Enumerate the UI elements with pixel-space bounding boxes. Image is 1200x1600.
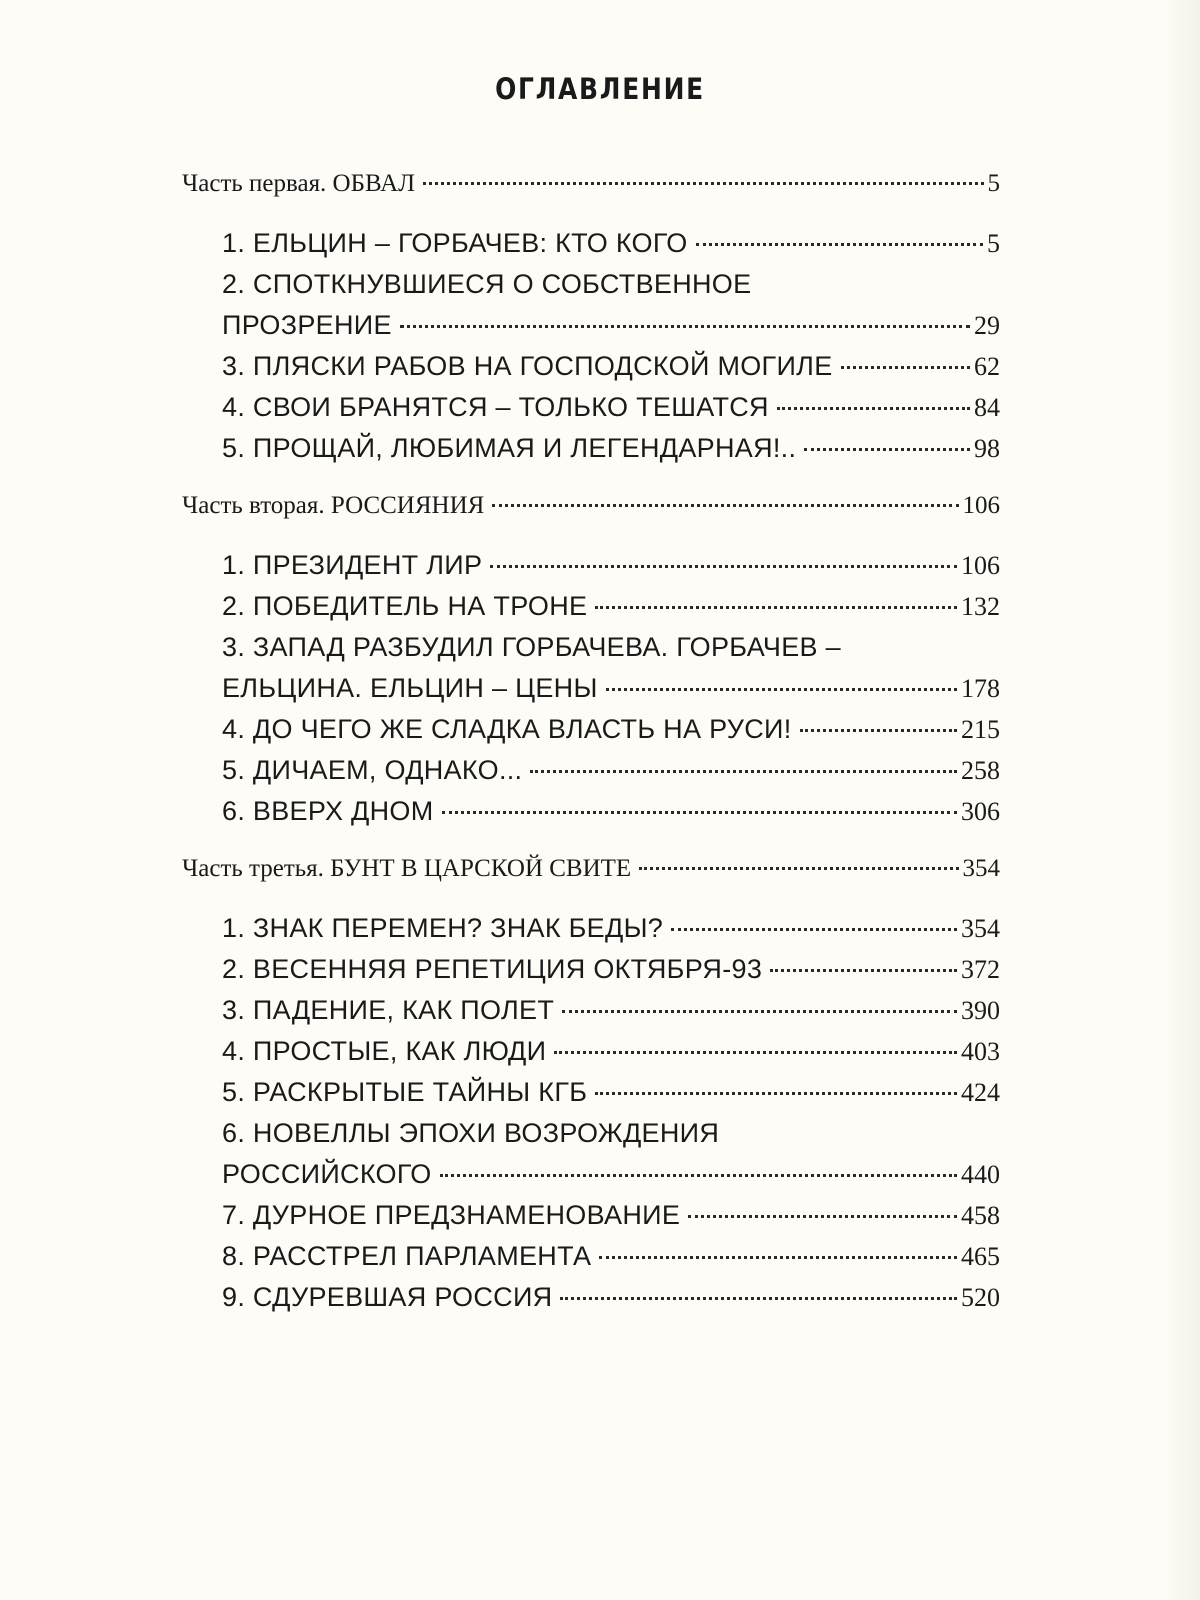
toc-chapter-1-1[interactable] <box>182 228 1000 269</box>
chapter-title-line1: 2. СПОТКНУВШИЕСЯ О СОБСТВЕННОЕ <box>222 269 752 299</box>
toc-chapter-2-3-line1[interactable] <box>182 632 1000 673</box>
chapter-title-line1: 6. НОВЕЛЛЫ ЭПОХИ ВОЗРОЖДЕНИЯ <box>222 1118 720 1148</box>
toc-chapter-3-9[interactable] <box>182 1282 1000 1323</box>
chapter-page: 106 <box>961 551 1000 580</box>
chapter-title: 4. ДО ЧЕГО ЖЕ СЛАДКА ВЛАСТЬ НА РУСИ! <box>222 714 792 744</box>
chapter-page: 98 <box>974 434 1000 463</box>
chapter-page: 84 <box>974 393 1000 422</box>
chapter-page: 372 <box>961 955 1000 984</box>
chapter-title: 3. ПАДЕНИЕ, КАК ПОЛЕТ <box>222 995 555 1025</box>
chapter-title: 7. ДУРНОЕ ПРЕДЗНАМЕНОВАНИЕ <box>222 1200 681 1230</box>
chapter-page: 390 <box>961 996 1000 1025</box>
dot-leader <box>442 811 957 814</box>
chapter-title-line1: 3. ЗАПАД РАЗБУДИЛ ГОРБАЧЕВА. ГОРБАЧЕВ – <box>222 632 841 662</box>
toc-chapter-2-6[interactable] <box>182 796 1000 837</box>
chapter-title: 9. СДУРЕВШАЯ РОССИЯ <box>222 1282 553 1312</box>
chapter-title: 4. СВОИ БРАНЯТСЯ – ТОЛЬКО ТЕШАТСЯ <box>222 392 769 422</box>
part-2-page: 106 <box>962 492 1000 519</box>
toc-chapter-3-1[interactable] <box>182 913 1000 954</box>
toc-chapter-3-6[interactable] <box>182 1159 1000 1200</box>
toc-chapter-3-7[interactable] <box>182 1200 1000 1241</box>
chapter-title: РОССИЙСКОГО <box>222 1159 432 1189</box>
chapter-page: 215 <box>961 715 1000 744</box>
dot-leader <box>492 504 958 507</box>
chapter-title: 2. ПОБЕДИТЕЛЬ НА ТРОНЕ <box>222 591 588 621</box>
dot-leader <box>562 1010 957 1013</box>
dot-leader <box>595 606 957 609</box>
toc-chapter-2-2[interactable] <box>182 591 1000 632</box>
chapter-title: 5. ДИЧАЕМ, ОДНАКО... <box>222 755 523 785</box>
chapter-page: 458 <box>961 1201 1000 1230</box>
chapter-page: 403 <box>961 1037 1000 1066</box>
chapter-title: 1. ЗНАК ПЕРЕМЕН? ЗНАК БЕДЫ? <box>222 913 664 943</box>
toc-part-3[interactable] <box>182 855 1000 899</box>
chapter-title: 1. ПРЕЗИДЕНТ ЛИР <box>222 550 483 580</box>
toc-chapter-3-5[interactable] <box>182 1077 1000 1118</box>
part-3-page: 354 <box>962 855 1000 882</box>
chapter-page: 440 <box>961 1160 1000 1189</box>
dot-leader <box>606 688 957 691</box>
chapter-title: 6. ВВЕРХ ДНОМ <box>222 796 434 826</box>
toc-chapter-2-1[interactable] <box>182 550 1000 591</box>
dot-leader <box>400 325 970 328</box>
chapter-title: 5. ПРОЩАЙ, ЛЮБИМАЯ И ЛЕГЕНДАРНАЯ!.. <box>222 433 797 463</box>
page-edge-shade <box>1164 0 1200 1600</box>
chapter-page: 178 <box>961 674 1000 703</box>
chapter-title: ПРОЗРЕНИЕ <box>222 310 392 340</box>
chapter-title: ЕЛЬЦИНА. ЕЛЬЦИН – ЦЕНЫ <box>222 673 598 703</box>
chapter-title: 3. ПЛЯСКИ РАБОВ НА ГОСПОДСКОЙ МОГИЛЕ <box>222 351 833 381</box>
part-2-title: Часть вторая. РОССИЯНИЯ <box>182 492 485 519</box>
part-3-title: Часть третья. БУНТ В ЦАРСКОЙ СВИТЕ <box>182 855 632 882</box>
toc-chapter-3-3[interactable] <box>182 995 1000 1036</box>
chapter-title: 4. ПРОСТЫЕ, КАК ЛЮДИ <box>222 1036 547 1066</box>
chapter-page: 5 <box>987 229 1000 258</box>
chapter-page: 354 <box>961 914 1000 943</box>
toc-chapter-1-5[interactable] <box>182 433 1000 474</box>
chapter-page: 306 <box>961 797 1000 826</box>
chapter-page: 258 <box>961 756 1000 785</box>
chapter-title: 8. РАССТРЕЛ ПАРЛАМЕНТА <box>222 1241 592 1271</box>
toc-chapter-3-4[interactable] <box>182 1036 1000 1077</box>
chapter-title: 5. РАСКРЫТЫЕ ТАЙНЫ КГБ <box>222 1077 588 1107</box>
chapter-page: 465 <box>961 1242 1000 1271</box>
dot-leader <box>530 770 957 773</box>
toc-chapter-3-8[interactable] <box>182 1241 1000 1282</box>
part-1-title: Часть первая. ОБВАЛ <box>182 170 416 197</box>
dot-leader <box>423 182 983 185</box>
chapter-title: 1. ЕЛЬЦИН – ГОРБАЧЕВ: КТО КОГО <box>222 228 688 258</box>
toc-chapter-1-3[interactable] <box>182 351 1000 392</box>
dot-leader <box>554 1051 957 1054</box>
chapter-title: 2. ВЕСЕННЯЯ РЕПЕТИЦИЯ ОКТЯБРЯ-93 <box>222 954 763 984</box>
chapter-page: 424 <box>961 1078 1000 1107</box>
dot-leader <box>599 1256 957 1259</box>
dot-leader <box>595 1092 957 1095</box>
dot-leader <box>639 867 958 870</box>
toc-chapter-3-2[interactable] <box>182 954 1000 995</box>
dot-leader <box>560 1297 957 1300</box>
dot-leader <box>490 565 957 568</box>
toc-part-1[interactable] <box>182 170 1000 214</box>
chapter-page: 132 <box>961 592 1000 621</box>
part-1-page: 5 <box>987 170 1000 197</box>
toc-chapter-2-3[interactable] <box>182 673 1000 714</box>
table-of-contents <box>182 170 1000 1323</box>
dot-leader <box>696 243 983 246</box>
dot-leader <box>440 1174 957 1177</box>
page-title: ОГЛАВЛЕНИЕ <box>495 72 705 106</box>
dot-leader <box>688 1215 957 1218</box>
chapter-page: 29 <box>974 311 1000 340</box>
dot-leader <box>671 928 957 931</box>
dot-leader <box>804 448 970 451</box>
toc-part-2[interactable] <box>182 492 1000 536</box>
dot-leader <box>800 729 957 732</box>
dot-leader <box>770 969 957 972</box>
toc-chapter-2-5[interactable] <box>182 755 1000 796</box>
chapter-page: 520 <box>961 1283 1000 1312</box>
dot-leader <box>777 407 970 410</box>
toc-chapter-1-2[interactable] <box>182 310 1000 351</box>
chapter-page: 62 <box>974 352 1000 381</box>
toc-chapter-1-2-line1[interactable] <box>182 269 1000 310</box>
toc-chapter-3-6-line1[interactable] <box>182 1118 1000 1159</box>
toc-chapter-2-4[interactable] <box>182 714 1000 755</box>
dot-leader <box>841 366 970 369</box>
toc-chapter-1-4[interactable] <box>182 392 1000 433</box>
